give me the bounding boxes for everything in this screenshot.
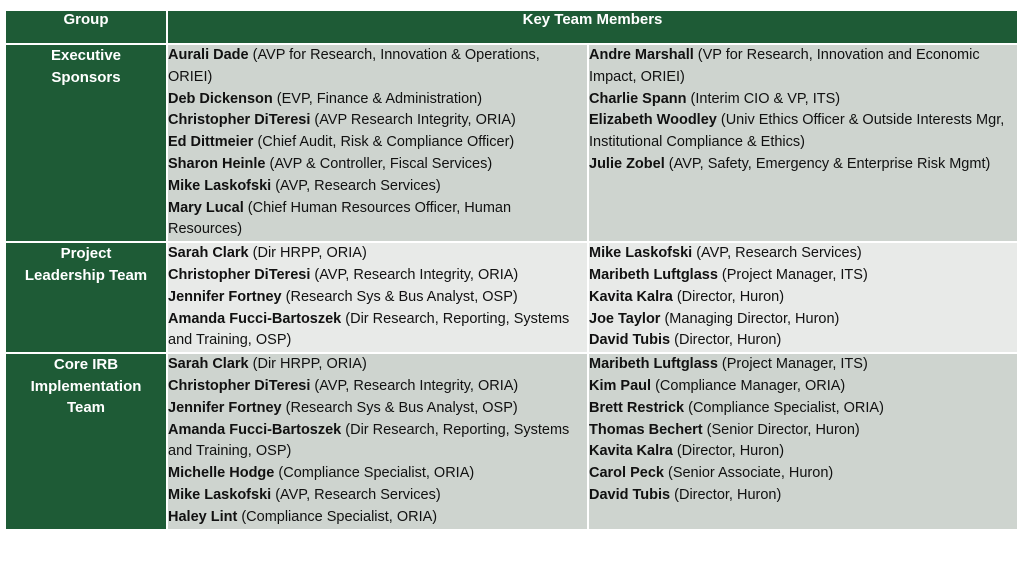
member-name: Sarah Clark <box>168 245 249 262</box>
member-role: (AVP for Research, Innovation & Operations, ORIEI) <box>168 47 540 85</box>
member-role: (Managing Director, Huron) <box>660 310 840 327</box>
member-entry <box>589 376 1017 398</box>
member-entry <box>168 265 587 287</box>
member-name: Kavita Kalra <box>589 443 673 460</box>
member-role: (Senior Associate, Huron) <box>663 465 834 482</box>
member-name: Jennifer Fortney <box>168 399 282 416</box>
member-role: (Chief Human Resources Officer, Human Resources) <box>168 199 512 238</box>
member-name: Amanda Fucci-Bartoszek <box>168 310 342 327</box>
member-role: (Senior Director, Huron) <box>702 421 860 438</box>
group-label-line: Sponsors <box>51 68 121 86</box>
member-role: (Compliance Specialist, ORIA) <box>274 465 475 482</box>
member-entry <box>168 463 587 485</box>
member-entry <box>589 330 1017 352</box>
member-name: Christopher DiTeresi <box>168 266 311 283</box>
group-label-line: Implementation <box>30 377 142 395</box>
members-column-header: Key Team Members <box>167 10 1018 44</box>
member-entry <box>589 45 1017 89</box>
member-name: David Tubis <box>589 332 671 349</box>
member-name: Maribeth Luftglass <box>589 356 718 373</box>
group-label <box>5 242 167 353</box>
member-entry <box>589 309 1017 331</box>
member-role: (Project Manager, ITS) <box>717 356 868 373</box>
member-name: Mike Laskofski <box>168 177 272 194</box>
member-role: (Research Sys & Bus Analyst, OSP) <box>281 399 518 416</box>
member-name: Sarah Clark <box>168 356 249 373</box>
member-name: Sharon Heinle <box>168 155 266 172</box>
member-entry <box>168 507 587 529</box>
members-right-column <box>588 242 1018 353</box>
members-left-column <box>167 353 588 529</box>
member-entry <box>589 154 1017 176</box>
group-label <box>5 44 167 242</box>
member-entry <box>168 132 587 154</box>
member-role: (Dir HRPP, ORIA) <box>248 356 367 373</box>
member-entry <box>589 265 1017 287</box>
member-role: (AVP, Research Services) <box>271 486 441 503</box>
members-left-column <box>167 242 588 353</box>
member-role: (Research Sys & Bus Analyst, OSP) <box>281 288 518 305</box>
project-leadership-row <box>5 242 1018 353</box>
member-name: Kavita Kalra <box>589 288 673 305</box>
member-name: Amanda Fucci-Bartoszek <box>168 421 342 438</box>
team-members-table <box>4 9 1019 531</box>
member-name: Haley Lint <box>168 508 238 525</box>
group-label <box>5 353 167 529</box>
member-entry <box>589 110 1017 154</box>
group-label-line: Team <box>66 399 106 417</box>
member-role: (Dir Research, Reporting, Systems and Training, OSP) <box>168 421 570 460</box>
member-role: (Dir HRPP, ORIA) <box>248 245 367 262</box>
member-name: Carol Peck <box>589 465 664 482</box>
member-entry <box>589 287 1017 309</box>
group-label-line: Project <box>60 245 112 263</box>
member-entry <box>589 89 1017 111</box>
member-name: Elizabeth Woodley <box>589 112 717 129</box>
member-role: (Director, Huron) <box>670 486 782 503</box>
member-entry <box>168 243 587 265</box>
member-role: (Compliance Specialist, ORIA) <box>237 508 438 525</box>
members-right-column <box>588 353 1018 529</box>
member-name: Jennifer Fortney <box>168 288 282 305</box>
member-role: (Director, Huron) <box>670 332 782 349</box>
member-role: (Chief Audit, Risk & Compliance Officer) <box>253 134 515 151</box>
group-label-line: Core IRB <box>53 356 119 374</box>
member-role: (Compliance Specialist, ORIA) <box>684 399 884 416</box>
member-entry <box>168 485 587 507</box>
header-row <box>5 10 1018 44</box>
member-name: Deb Dickenson <box>168 90 273 107</box>
member-name: David Tubis <box>589 486 671 503</box>
member-name: Julie Zobel <box>589 155 665 172</box>
member-role: (AVP, Research Integrity, ORIA) <box>310 266 519 283</box>
member-role: (AVP, Safety, Emergency & Enterprise Risk Mgmt) <box>664 155 991 172</box>
member-role: (Interim CIO & VP, ITS) <box>686 90 841 107</box>
group-label-line: Executive <box>50 47 122 64</box>
member-name: Brett Restrick <box>589 399 685 416</box>
members-left-column <box>167 44 588 242</box>
member-name: Ed Dittmeier <box>168 134 254 151</box>
member-name: Kim Paul <box>589 377 652 394</box>
member-entry <box>168 45 587 89</box>
group-column-header: Group <box>5 10 167 44</box>
member-entry <box>168 309 587 353</box>
member-name: Andre Marshall <box>589 47 694 63</box>
members-right-column <box>588 44 1018 242</box>
member-entry <box>168 354 587 376</box>
member-name: Mike Laskofski <box>168 486 272 503</box>
member-name: Maribeth Luftglass <box>589 266 718 283</box>
member-name: Michelle Hodge <box>168 465 275 482</box>
member-entry <box>168 154 587 176</box>
member-entry <box>589 243 1017 265</box>
member-entry <box>589 420 1017 442</box>
member-name: Charlie Spann <box>589 90 687 107</box>
member-role: (Univ Ethics Officer & Outside Interests Mgr, Institutional Compliance & Ethics) <box>589 112 1005 151</box>
member-name: Christopher DiTeresi <box>168 377 311 394</box>
member-name: Christopher DiTeresi <box>168 112 311 129</box>
member-name: Joe Taylor <box>589 310 661 327</box>
member-role: (Project Manager, ITS) <box>717 266 868 283</box>
member-entry <box>168 198 587 242</box>
core-irb-implementation-row <box>5 353 1018 529</box>
executive-sponsors-row <box>5 44 1018 242</box>
member-entry <box>168 110 587 132</box>
member-role: (Director, Huron) <box>672 288 785 305</box>
member-entry <box>168 89 587 111</box>
member-entry <box>168 376 587 398</box>
member-role: (Director, Huron) <box>672 443 785 460</box>
member-name: Aurali Dade <box>168 47 249 63</box>
member-entry <box>168 176 587 198</box>
group-label-line: Leadership Team <box>24 266 148 284</box>
member-entry <box>589 485 1017 507</box>
member-role: (Compliance Manager, ORIA) <box>651 377 846 394</box>
member-role: (VP for Research, Innovation and Economic Impact, ORIEI) <box>589 47 980 85</box>
member-role: (AVP, Research Integrity, ORIA) <box>310 377 519 394</box>
member-entry <box>589 441 1017 463</box>
member-role: (Dir Research, Reporting, Systems and Training, OSP) <box>168 310 570 349</box>
member-role: (AVP, Research Services) <box>692 245 862 262</box>
member-role: (EVP, Finance & Administration) <box>272 90 483 107</box>
member-entry <box>589 354 1017 376</box>
member-name: Thomas Bechert <box>589 421 703 438</box>
member-role: (AVP & Controller, Fiscal Services) <box>265 155 493 172</box>
member-name: Mary Lucal <box>168 199 244 216</box>
member-role: (AVP, Research Services) <box>271 177 441 194</box>
member-entry <box>168 420 587 464</box>
member-entry <box>589 398 1017 420</box>
member-entry <box>168 398 587 420</box>
member-role: (AVP Research Integrity, ORIA) <box>310 112 516 129</box>
member-entry <box>168 287 587 309</box>
member-entry <box>589 463 1017 485</box>
member-name: Mike Laskofski <box>589 245 693 262</box>
